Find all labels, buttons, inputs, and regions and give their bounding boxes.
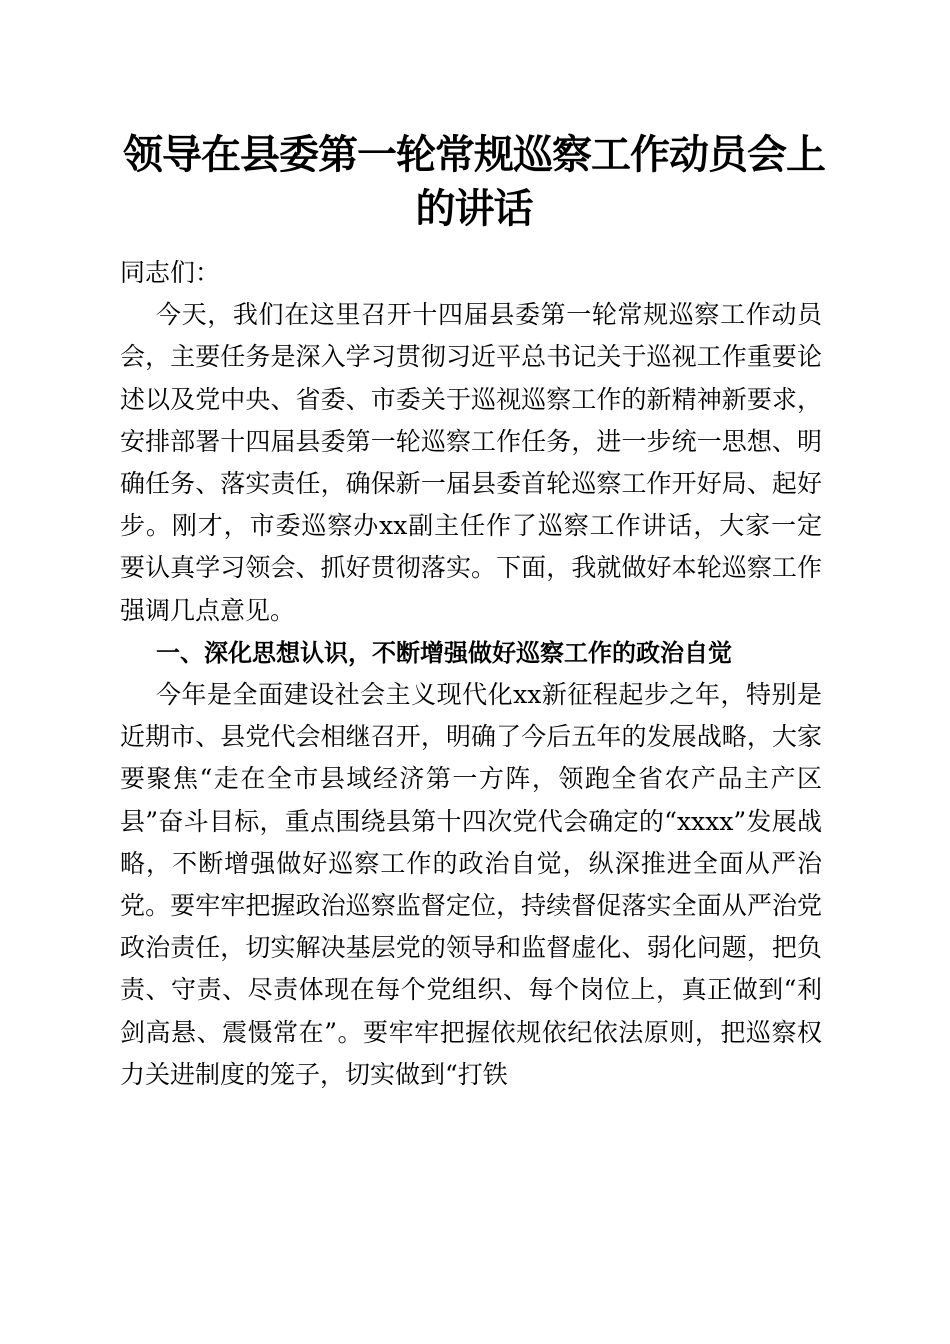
salutation: 同志们： — [120, 258, 221, 287]
section-heading: 一、深化思想认识，不断增强做好巡察工作的政治自觉 — [156, 638, 732, 667]
intro-paragraph: 今天，我们在这里召开十四届县委第一轮常规巡察工作动员会，主要任务是深入学习贯彻习近平总书记关于巡视工作重要论述以及党中央、省委、市委关于巡视巡察工作的新精神新要求，安排部署十四届县委第一轮巡察工作任务，进一步统一思想、明确任务、落实责任，确保新一届县委首轮巡察工作开好局、起好步。刚才，市委巡察办xx副主任作了巡察工作讲话，大家一定要认真学习领会、抓好贯彻落实。下面，我就做好本轮巡察工作强调几点意见。 — [120, 300, 822, 625]
document-title: 领导在县委第一轮常规巡察工作动员会上的讲话 — [123, 131, 825, 232]
section-paragraph: 今年是全面建设社会主义现代化xx新征程起步之年，特别是近期市、县党代会相继召开，明确了今后五年的发展战略，大家要聚焦“走在全市县域经济第一方阵，领跑全省农产品主产区县”奋斗目标，重点围绕县第十四次党代会确定的“xxxx”发展战略，不断增强做好巡察工作的政治自觉，纵深推进全面从严治党。要牢牢把握政治巡察监督定位，持续督促落实全面从严治党政治责任，切实解决基层党的领导和监督虚化、弱化问题，把负责、守责、尽责体现在每个党组织、每个岗位上，真正做到“利剑高悬、震慑常在”。要牢牢把握依规依纪依法原则，把巡察权力关进制度的笼子，切实做到“打铁 — [120, 680, 822, 1089]
document-body — [120, 252, 822, 1096]
